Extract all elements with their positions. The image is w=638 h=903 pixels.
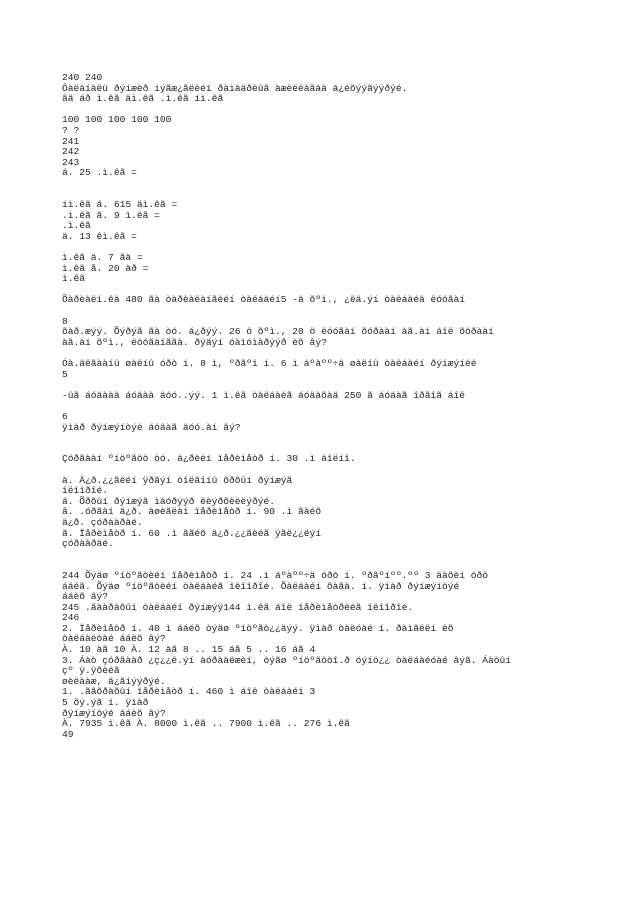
text-line: 3. Áàò çóðãààð ¿ç¿¿ë.ýí àóðààëæèí, òýãø ºíöºãòòî.ð óýíö¿¿ òàëáàéóàé âýã. Áàòûí <box>62 654 512 666</box>
text-line <box>62 179 622 190</box>
text-line: ? ? <box>62 124 80 136</box>
text-line: .ì.êã ã. 9 ì.êã = <box>62 209 160 221</box>
text-line: 240 240 <box>62 72 103 83</box>
text-line: àã.àí õºì., ëóóãàíããà. ðýäýí óàìóìàðýýð èõ âý? <box>62 336 327 348</box>
text-line: îëîîðîé. <box>62 485 109 497</box>
text-line: Óà.äëãààíû øàëíû óðò í. 8 ì, ºðãºí í. 6 ì áºàºº÷ä øàëíû òàëáàéí ðýíæýíéé <box>62 358 477 370</box>
text-line: 8 <box>62 315 68 327</box>
text-line: íì.êã á. 615 äì.êã = <box>62 199 178 211</box>
text-line: õàð.æýý. Õýðýã ãà òó. á¿ðýý. 26 ö õºì., 20 ö ëóóãàí õóðààí àã.àí áîë õóðààí <box>62 326 494 338</box>
text-line: 6 <box>62 411 68 422</box>
text-line: 5 õý.ýã í. ÿìàð <box>62 697 149 709</box>
text-line: 100 100 100 100 100 <box>62 114 172 126</box>
text-line: .ì.êã <box>62 220 91 232</box>
text-line: 245 .ãààðàõûí òàëáàéí ðýíæýÿ144 ì.êã áîë ïåðèìåòðèéã îëîîðîé. <box>62 601 414 613</box>
text-line: ì.êã <box>62 273 86 285</box>
text-line: 241 <box>62 135 80 147</box>
document-body <box>62 73 622 740</box>
text-line: 2. Ïåðèìåòð í. 40 ì ááéõ òýäø ºíöºãò¿¿äýý. ÿìàð òàëóàé í. ðàìãëëí èõ <box>62 622 454 634</box>
text-line: 243 <box>62 156 80 168</box>
text-line: 242 <box>62 146 80 158</box>
text-line: -ûã áóäààä áóäàà äóó..ýý. 1 ì.êã òàëáàéã áóäàõàä 250 ã áóäàã îðãîã áîë <box>62 389 466 401</box>
text-line: 246 <box>62 612 80 624</box>
text-line: à. Ä¿ð.¿¿ãèéí ÿðãýí òîëãîíû õðõûí ðýíæýã <box>62 474 293 486</box>
text-line: á. 25 .ì.êã = <box>62 167 137 179</box>
text-line: øèëààæ, ä¿ãíýýðýé. <box>62 675 166 687</box>
text-line: ã. Ïåðèìåòð í. 60 .ì ããéõ ä¿ð.¿¿ãèéã ÿãë¿¿ëýí <box>62 527 322 539</box>
text-line: 244 Õýäø ºíöºãòèéí ïåðèìåòð í. 24 .ì áºàºº÷ä óðò í. ºðãºíºº.ºº 3 äàõèí óðò <box>62 569 489 581</box>
text-line: òàëáàéòàé ááèõ âý? <box>62 633 166 645</box>
text-line: À. 10 àã 10 À. 12 àã 8 .. 15 áã 5 .. 16 áã 4 <box>62 644 316 656</box>
text-line: ÿìàð ðýíæýíòýé áóäàã äóó.àí âý? <box>62 421 241 433</box>
text-line <box>62 306 622 317</box>
text-line: ì.êã å. 20 àð = <box>62 262 149 274</box>
text-line: ì.êã ä. 7 ãà = <box>62 252 143 264</box>
text-line: ááéã. Õýäø ºíöºãòèéí òàëáàéã îëîîðîé. Õàëáàéí õàãà. í. ÿìàð ðýíæýíòýé <box>62 580 460 592</box>
text-line: çº ÿ.ÿõèéã <box>62 665 120 677</box>
text-line <box>62 433 622 444</box>
text-line: ááèõ âý? <box>62 591 109 603</box>
text-line: çóðààðàé. <box>62 538 114 550</box>
text-line: ðýíæýíòýé ááèõ âý? <box>62 707 166 719</box>
text-line: 1. .ããõðàõûí ïåðèìåòð í. 460 ì áîë òàëáàéí 3 <box>62 686 316 698</box>
text-line <box>62 550 622 561</box>
text-line: ãä áð ì.êã äì.êã .ì.êã íì.êã <box>62 93 224 105</box>
text-line: ä. 13 êì.êã = <box>62 230 137 242</box>
text-line <box>62 243 622 254</box>
text-line: Çóðãààí ºíöºãöò òó. á¿ðèéí ïåðèìåòð í. 30 .ì áîëíî. <box>62 453 356 465</box>
text-line: á. Õðõûí ðýíæýã ìàóðýýð ëèýðõèëëýðýé. <box>62 495 276 507</box>
text-line <box>62 465 622 476</box>
text-line: 49 <box>62 728 74 740</box>
text-line: ä¿ð. çóðààðàé. <box>62 516 143 528</box>
text-line: â. .óðãàí ä¿ð. àøèãëàí ïåðèìåòð í. 90 .ì ãàéõ <box>62 506 322 518</box>
text-line: À. 7935 ì.êã À. 8000 ì.êã .. 7900 ì.êã .. 276 ì.êã <box>62 718 350 730</box>
text-line: Ôàëàíàëü ðýíæèð íýãæ¿ãëèéí ðàìàäðëûã àæèëëàãàà á¿éõýýãýýðýé. <box>62 82 408 94</box>
text-line: Õàðèàëí.êä 480 ãà òàðèàëàíãèéí òàëáàéí5 -ä õºì., ¿ëä.ýí òàëáàéä ëóóãàí <box>62 294 466 306</box>
text-line: 5 <box>62 368 68 380</box>
text-line <box>62 401 622 412</box>
